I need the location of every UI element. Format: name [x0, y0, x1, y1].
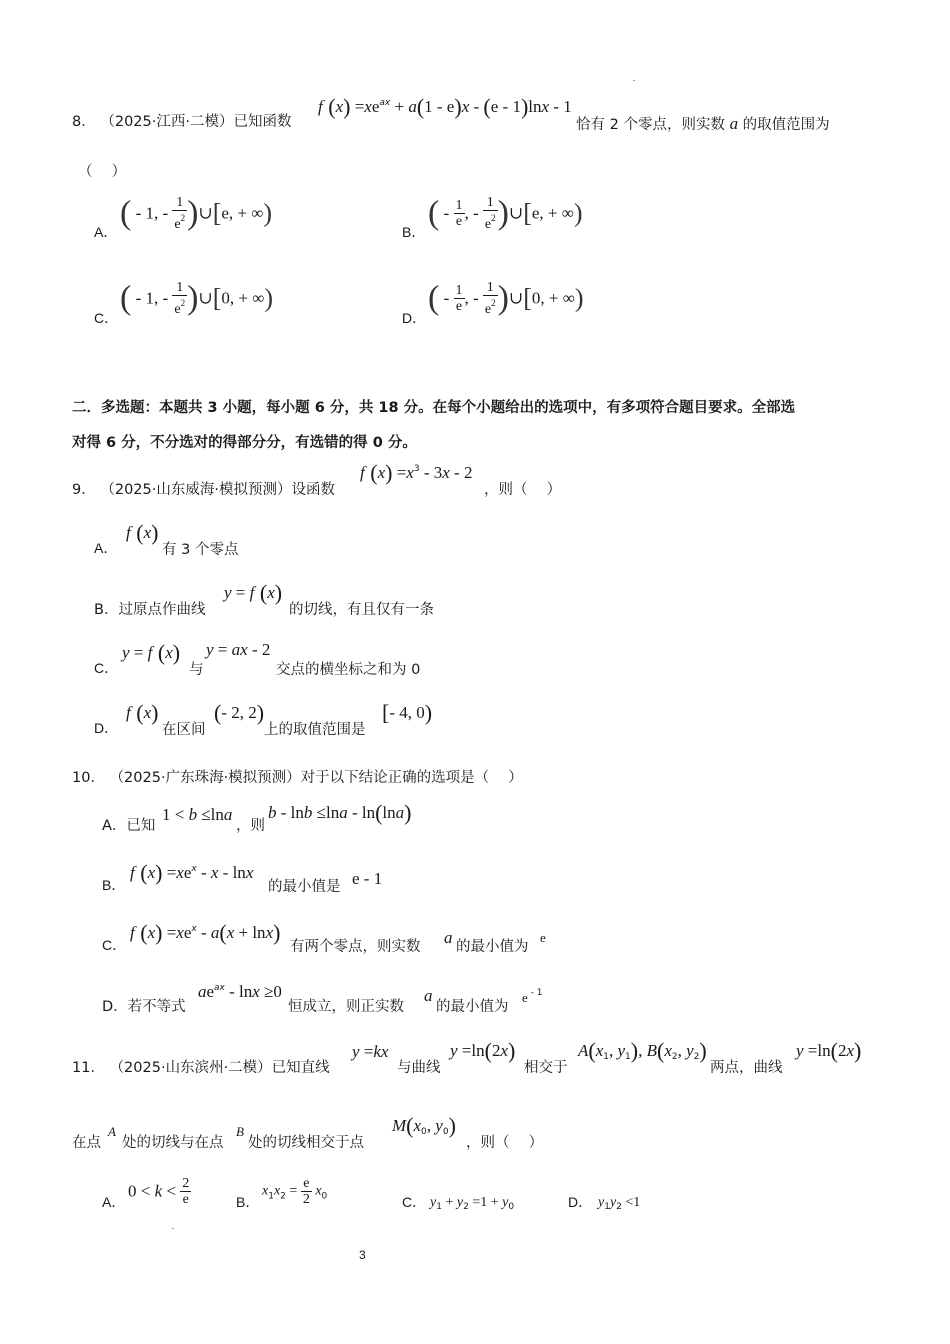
q10-option-a-formula-2: b - lnb ≤lna - ln(lna) — [268, 800, 412, 825]
q10-number: 10． — [72, 770, 105, 786]
q10-option-c-value: e — [540, 930, 546, 945]
q11-line2b: 处的切线与在点 — [122, 1135, 224, 1151]
q9-option-d-interval: (- 2, 2) — [214, 700, 265, 725]
q10-source: （2025·广东珠海·模拟预测）对于以下结论正确的选项是（ ） — [109, 770, 523, 786]
scan-speck — [633, 80, 635, 81]
q9-option-d-text: 上的取值范围是 — [264, 722, 366, 738]
q9-source: （2025·山东威海·模拟预测）设函数 — [100, 482, 335, 498]
q10-option-c[interactable]: C． — [102, 937, 127, 953]
q11-option-c[interactable]: C． — [402, 1194, 427, 1210]
q10-option-c-tail: 的最小值为 — [456, 939, 529, 955]
q10-option-a-mid: ，则 — [236, 818, 265, 834]
q11-line2d: ，则（ ） — [466, 1135, 544, 1151]
scan-speck — [172, 1228, 174, 1229]
q11-points-formula: $A(x_1$, $y_1$), $B(x_2$, $y_2$) — [578, 1038, 707, 1063]
q10-option-d-tail: 的最小值为 — [436, 999, 509, 1015]
q11-mid1: 与曲线 — [397, 1060, 441, 1076]
q8-stem-line1 — [72, 110, 291, 131]
q10-option-d-text: 恒成立，则正实数 — [288, 999, 404, 1015]
page-number: 3 — [359, 1248, 366, 1262]
q9-option-a-text: 有 3 个零点 — [162, 542, 239, 558]
q9-option-b[interactable]: B．过原点作曲线 — [94, 602, 206, 618]
q11-option-a[interactable]: A． — [102, 1194, 126, 1210]
q9-option-b-formula: y = f (x) — [224, 580, 283, 605]
q9-option-c[interactable]: C． — [94, 660, 119, 676]
q10-option-c-text: 有两个零点，则实数 — [290, 939, 421, 955]
q11-line-formula: y =kx — [352, 1042, 389, 1061]
q8-answer-blank: （ ） — [78, 164, 127, 180]
q11-option-a-formula: 0 < k < $\frac{2}{e}$ — [128, 1176, 190, 1207]
q8-option-b[interactable]: B． — [402, 224, 426, 240]
q11-curve-formula: y =ln(2x) — [450, 1038, 516, 1063]
section-2-heading-line1: 二．多选题：本题共 3 小题，每小题 6 分，共 18 分。在每个小题给出的选项中，有多项符合题目要求。全部选 — [72, 400, 796, 416]
q11-point-m: $M(x_0$, $y_0$) — [392, 1113, 456, 1138]
q10-option-a[interactable]: A．已知 — [102, 818, 156, 834]
q10-option-b-text: 的最小值是 — [268, 879, 341, 895]
q11-stem-line2: 在点 — [72, 1135, 101, 1151]
q8-option-a[interactable]: A． — [94, 224, 118, 240]
q9-option-a[interactable]: A． — [94, 540, 118, 556]
q11-option-c-formula: $y_1 + y_2 =1 + y_0$ — [430, 1195, 515, 1212]
section-2-heading-line2: 对得 6 分，不分选对的得部分分，有选错的得 0 分。 — [72, 435, 417, 451]
q8-option-c-formula: ( - 1, - $\frac{1}{e^2}$ )∪[0, + ∞) — [120, 279, 274, 317]
q8-option-c[interactable]: C． — [94, 310, 119, 326]
q10-option-b-formula: f $(x) =xe^x - x - \ln x$ — [130, 860, 254, 885]
q11-option-b[interactable]: B． — [236, 1194, 260, 1210]
q8-stem-tail: 恰有 2 个零点，则实数 a 的取值范围为 — [576, 114, 830, 133]
q11-point-a: A — [108, 1124, 116, 1139]
q9-option-c-mid: 与 — [189, 662, 204, 678]
q8-function-formula: f $(x) =xe^{ax} + a(1 - e)x - (e - 1)\ln x - 1$ — [318, 94, 572, 119]
q11-curve-formula-2: y =ln(2x) — [796, 1038, 862, 1063]
q11-source: （2025·山东滨州·二模）已知直线 — [109, 1060, 330, 1076]
q9-option-d-formula-1: f (x) — [126, 700, 159, 725]
q11-mid2: 相交于 — [524, 1060, 568, 1076]
q9-option-c-formula-1: y = f (x) — [122, 640, 181, 665]
q9-option-b-text: 的切线，有且仅有一条 — [289, 602, 434, 618]
q9-option-d[interactable]: D． — [94, 720, 119, 736]
q10-option-d-formula: $ae^{ax} - \ln x \ge 0$ — [198, 982, 282, 1001]
q11-mid3: 两点，曲线 — [710, 1060, 783, 1076]
q10-option-a-formula-1: 1 < b ≤lna — [162, 805, 233, 824]
q11-option-d[interactable]: D． — [568, 1194, 593, 1210]
q9-option-a-formula: f (x) — [126, 520, 159, 545]
q8-option-d-formula: ( - $\frac{1}{e}$ , - $\frac{1}{e^2}$ )∪[0, + ∞) — [428, 279, 584, 317]
q9-option-c-formula-2: y = ax - 2 — [206, 640, 271, 659]
q10-option-d[interactable]: D．若不等式 — [102, 999, 186, 1015]
q8-number: 8． — [72, 114, 96, 130]
q9-number: 9． — [72, 482, 96, 498]
q10-option-b-value: e - 1 — [352, 869, 383, 888]
q9-stem — [72, 478, 335, 499]
q8-option-a-formula: ( - 1, - $\frac{1}{e^2}$ )∪[e, + ∞) — [120, 194, 273, 232]
q11-point-b: B — [236, 1124, 244, 1139]
q11-option-d-formula: $y_1y_2 <1$ — [598, 1195, 641, 1212]
q9-option-d-range: [- 4, 0) — [382, 700, 433, 725]
q9-stem-tail: ，则（ ） — [484, 482, 562, 498]
q9-option-c-text: 交点的横坐标之和为 0 — [276, 662, 421, 678]
q9-function-formula: f $(x) =x^3 - 3x - 2$ — [360, 460, 473, 485]
q10-option-d-var: a — [424, 986, 433, 1005]
q11-option-b-formula: $x_1x_2$ = $\frac{e}{2}$ $x_0$ — [262, 1176, 328, 1207]
q10-stem — [72, 766, 523, 787]
q9-option-d-mid: 在区间 — [162, 722, 206, 738]
q11-stem-line1 — [72, 1056, 330, 1077]
q10-option-c-var: a — [444, 928, 453, 947]
q10-option-c-formula: f $(x) =xe^x - a(x + \ln x)$ — [130, 920, 281, 945]
q8-option-b-formula: ( - $\frac{1}{e}$ , - $\frac{1}{e^2}$ )∪[e, + ∞) — [428, 194, 583, 232]
q11-number: 11． — [72, 1060, 105, 1076]
q8-source: （2025·江西·二模）已知函数 — [100, 114, 292, 130]
q8-option-d[interactable]: D． — [402, 310, 427, 326]
q10-option-d-value: e $^{- 1}$ — [522, 988, 543, 1005]
q10-option-b[interactable]: B． — [102, 877, 126, 893]
q11-line2c: 处的切线相交于点 — [248, 1135, 364, 1151]
